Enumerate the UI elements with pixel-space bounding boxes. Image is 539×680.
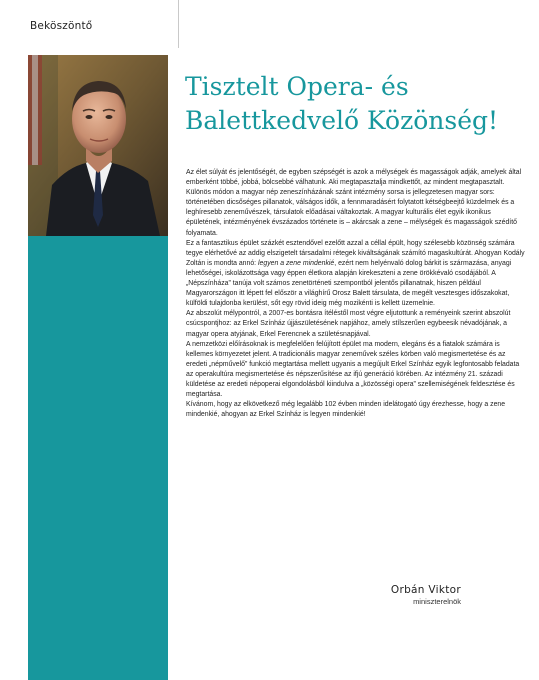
paragraph-4: Az abszolút mélypontról, a 2007-es bontásra ítéléstől most végre eljutottunk a reményeink szerint abszolút csúcspontjhoz: az Erkel Színház újjászületésének napjához, amely stílszerűen egybeesik névadójának, a magyar opera atyjának, Erkel Ferencnek a születésnapjával. [186, 310, 511, 338]
section-label: Beköszöntő [30, 20, 93, 32]
paragraph-3-part-a: Ez a fantasztikus épület százkét esztendővel ezelőtt azzal a céllal épült, hogy szélesebb közönség számára tegye elérhetővé az addig elszigetelt társadalmi rétegek kiváltságának számító magaskultúrát. Ahogyan Kodály Zoltán is mondta annó: [186, 239, 525, 267]
kodaly-quote: legyen a zene mindenkié [258, 259, 335, 267]
paragraph-2: Különös módon a magyar nép zeneszínházának szánt intézmény sorsa is jellegzetesen magyar sors: történetében dicsőséges pillanatok, válságos idők, a fennmaradásért folytatott kétségbeejtő küzdelmek és a leghíresebb zeneművészek, társulatok előadásai váltakoztak. A magyar kulturális élet egyik ikonikus épületének, intézményének évszázados története is – akárcsak a zene – mélységek és magasságok szédítő folyamata. [186, 189, 517, 237]
portrait-photo [28, 55, 168, 236]
signature-role: miniszterelnök [413, 597, 461, 606]
title-line-1: Tisztelt Opera- és [185, 72, 409, 101]
signature-block [391, 584, 461, 606]
signature-name: Orbán Viktor [390, 584, 461, 596]
title-line-2: Balettkedvelő Közönség! [185, 106, 499, 135]
page-title [185, 70, 525, 138]
header-divider [178, 0, 179, 48]
paragraph-5: A nemzetközi előírásoknak is megfelelően felújított épület ma modern, elegáns és a fiatalok számára is kellemes környezetet jelent. A tradicionális magyar zeneművek széles körben való megismertetése és az eredeti „népművelő” funkció megtartása mellett ugyanis a megújult Erkel Színház egyik legfontosabb feladata az operakultúra megismertetése és népszerűsítése az ifjú generáció körében. Az intézmény 21. századi küldetése az eredeti népoperai elgondolásból kiindulva a „közösségi opera” szellemiségének feldesztése és megtartása. [186, 340, 520, 399]
paragraph-1: Az élet súlyát és jelentőségét, de egyben szépségét is azok a mélységek és magasságok adják, amelyek által emberként többé, jobbá, bölcsebbé válhatunk. Aki megtapasztalja mindkettőt, az mindent megtapasztalt. [186, 169, 522, 187]
letter-body [186, 168, 526, 420]
paragraph-3 [186, 239, 526, 310]
paragraph-3-part-b: , ezért nem helyénvaló dolog bárkit is származása, anyagi lehetőségei, iskolázottsága vagy éppen életkora alapján kirekeszteni a zene örökkévaló csodájából. A „Népszínháza” tanúja volt számos zenetörténeti szempontból jelentős pillanatnak, hiszen például Magyarországon itt lépett fel először a világhírű Orosz Balett társulata, de megélt vesztesges időszakokat, külföldi tulajdonba kerülést, sőt egy rövid ideig még mozikénti is kellett üzemelnie. [186, 259, 512, 308]
teal-side-band [28, 236, 168, 680]
paragraph-6: Kívánom, hogy az elkövetkező még legalább 102 évben minden idelátogató úgy érezhesse, hogy a zene mindenkié, ahogyan az Erkel Színház is legyen mindenkié! [186, 401, 506, 419]
